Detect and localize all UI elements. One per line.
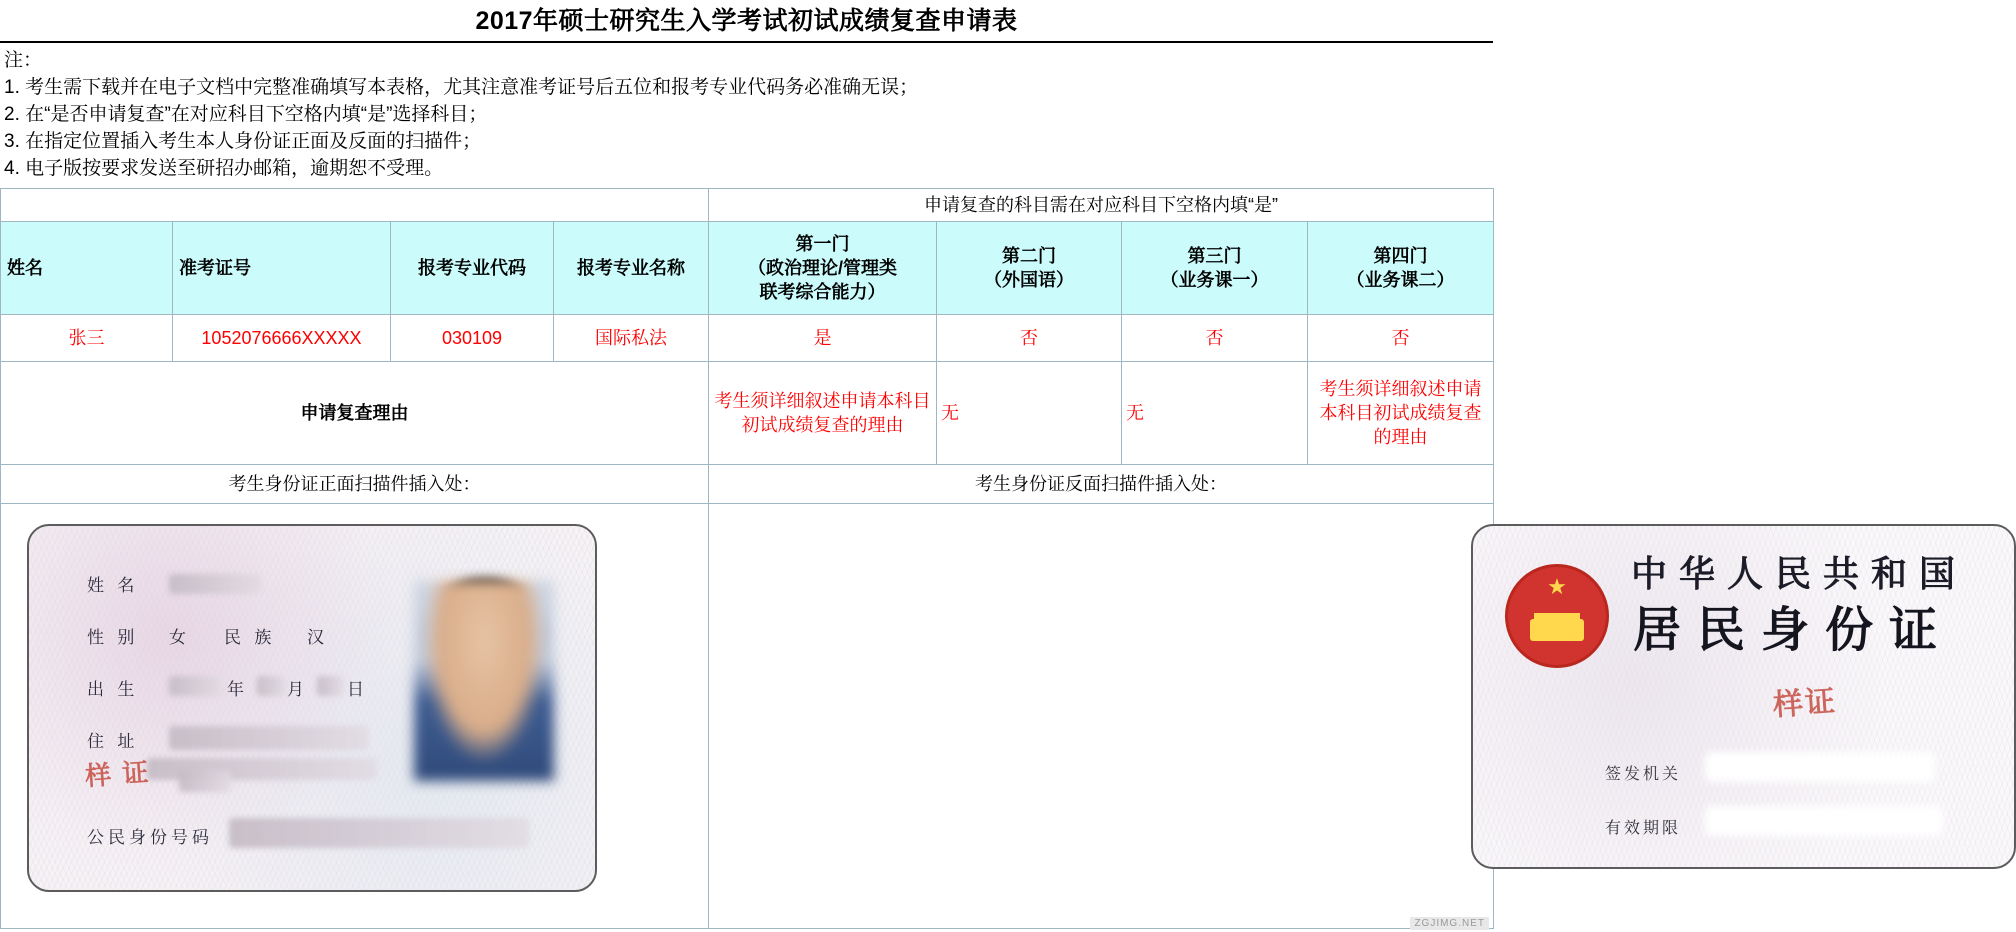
id-front-photo [414,581,554,781]
value-major-code[interactable]: 030109 [391,315,554,362]
reason-subject-1[interactable]: 考生须详细叙述申请本科目初试成绩复查的理由 [709,362,937,465]
span-blank-2 [173,189,391,222]
note-item-4: 4. 电子版按要求发送至研招办邮箱，逾期恕不受理。 [4,158,444,179]
id-front-label-address: 住 址 [87,732,139,752]
application-table [0,188,1968,929]
id-card-back-image [1471,524,2016,869]
subject-span-header: 申请复查的科目需在对应科目下空格内填“是” [709,189,1494,222]
value-subject-1[interactable]: 是 [709,315,937,362]
header-admission-ticket: 准考证号 [173,222,391,315]
id-back-country: 中华人民共和国 [1631,553,1968,595]
reason-subject-2[interactable]: 无 [937,362,1122,465]
id-front-label-nation: 民 族 [224,628,276,648]
value-admission-ticket[interactable]: 1052076666XXXXX [173,315,391,362]
id-front-birth-day-redacted [317,676,343,696]
header-subject-3-line2: （业务课一） [1160,270,1269,290]
header-name: 姓名 [1,222,173,315]
span-blank-4 [554,189,709,222]
header-subject-4 [1308,222,1494,315]
header-subject-1-line3: 联考综合能力） [759,282,886,302]
note-item-1: 1. 考生需下载并在电子文档中完整准确填写本表格，尤其注意准考证号后五位和报考专业代码务必准确无误； [4,77,919,98]
reason-subject-3[interactable]: 无 [1122,362,1308,465]
id-back-validity-redacted [1705,806,1943,836]
id-card-back-wrap [713,506,1968,926]
id-front-birth-month-redacted [257,676,285,696]
header-subject-2-line1: 第二门 [1002,246,1056,266]
id-front-birth-year-label: 年 [227,680,248,700]
value-row [1,315,1494,362]
id-front-address-line1-redacted [169,726,369,750]
header-subject-3 [1122,222,1308,315]
id-back-label-validity: 有效期限 [1605,818,1682,837]
header-subject-3-line1: 第三门 [1187,246,1242,266]
id-front-value-gender: 女 [169,628,190,648]
id-front-id-number-redacted [229,818,529,848]
id-card-front-cell[interactable] [1,504,709,929]
header-subject-1-line1: 第一门 [795,234,850,254]
header-subject-4-line1: 第四门 [1373,246,1428,266]
span-blank-1 [1,189,173,222]
value-subject-2[interactable]: 否 [937,315,1122,362]
id-back-sample-stamp: 样证 [1771,684,1839,723]
watermark: ZGJIMG.NET [1410,917,1489,930]
id-front-label-gender: 性 别 [87,628,139,648]
notes-label: 注： [4,50,43,71]
note-item-2: 2. 在“是否申请复查”在对应科目下空格内填“是”选择科目； [4,104,488,125]
id-front-label-id-number: 公民身份号码 [87,828,213,848]
header-subject-1 [709,222,937,315]
id-front-birth-year-redacted [169,676,221,696]
id-front-value-name-redacted [169,574,261,594]
id-card-front-image [27,524,597,892]
id-front-birth-day-label: 日 [347,680,368,700]
header-subject-4-line2: （业务课二） [1346,270,1455,290]
id-scan-row [1,504,1494,929]
subject-span-header-row [1,189,1494,222]
insert-label-back: 考生身份证反面扫描件插入处： [709,465,1494,504]
header-major-code: 报考专业代码 [391,222,554,315]
id-back-card-type: 居民身份证 [1633,602,1954,658]
national-emblem-icon [1505,564,1609,668]
id-back-label-issuer: 签发机关 [1605,764,1682,783]
column-header-row [1,222,1494,315]
value-name[interactable]: 张三 [1,315,173,362]
span-blank-3 [391,189,554,222]
id-card-front-wrap [5,506,704,926]
notes-block [0,43,1493,182]
reason-subject-4[interactable]: 考生须详细叙述申请本科目初试成绩复查的理由 [1308,362,1494,465]
header-subject-2 [937,222,1122,315]
insert-label-row [1,465,1494,504]
value-subject-3[interactable]: 否 [1122,315,1308,362]
value-major-name[interactable]: 国际私法 [554,315,709,362]
page-title: 2017年硕士研究生入学考试初试成绩复查申请表 [475,7,1018,35]
header-subject-1-line2: （政治理论/管理类 [747,258,897,278]
id-front-birth-month-label: 月 [287,680,308,700]
id-front-stamp-redacted [179,770,231,792]
note-item-3: 3. 在指定位置插入考生本人身份证正面及反面的扫描件； [4,131,482,152]
id-front-value-nation: 汉 [307,628,328,648]
insert-label-front: 考生身份证正面扫描件插入处： [1,465,709,504]
reason-row [1,362,1494,465]
header-major-name: 报考专业名称 [554,222,709,315]
id-card-back-cell[interactable] [709,504,1968,929]
id-front-label-birth: 出 生 [87,680,139,700]
value-subject-4[interactable]: 否 [1308,315,1494,362]
reason-label: 申请复查理由 [1,362,709,465]
header-subject-2-line2: （外国语） [984,270,1074,290]
id-front-sample-stamp: 样 证 [84,756,152,792]
id-back-issuer-redacted [1705,752,1935,782]
id-front-label-name: 姓 名 [87,576,139,596]
